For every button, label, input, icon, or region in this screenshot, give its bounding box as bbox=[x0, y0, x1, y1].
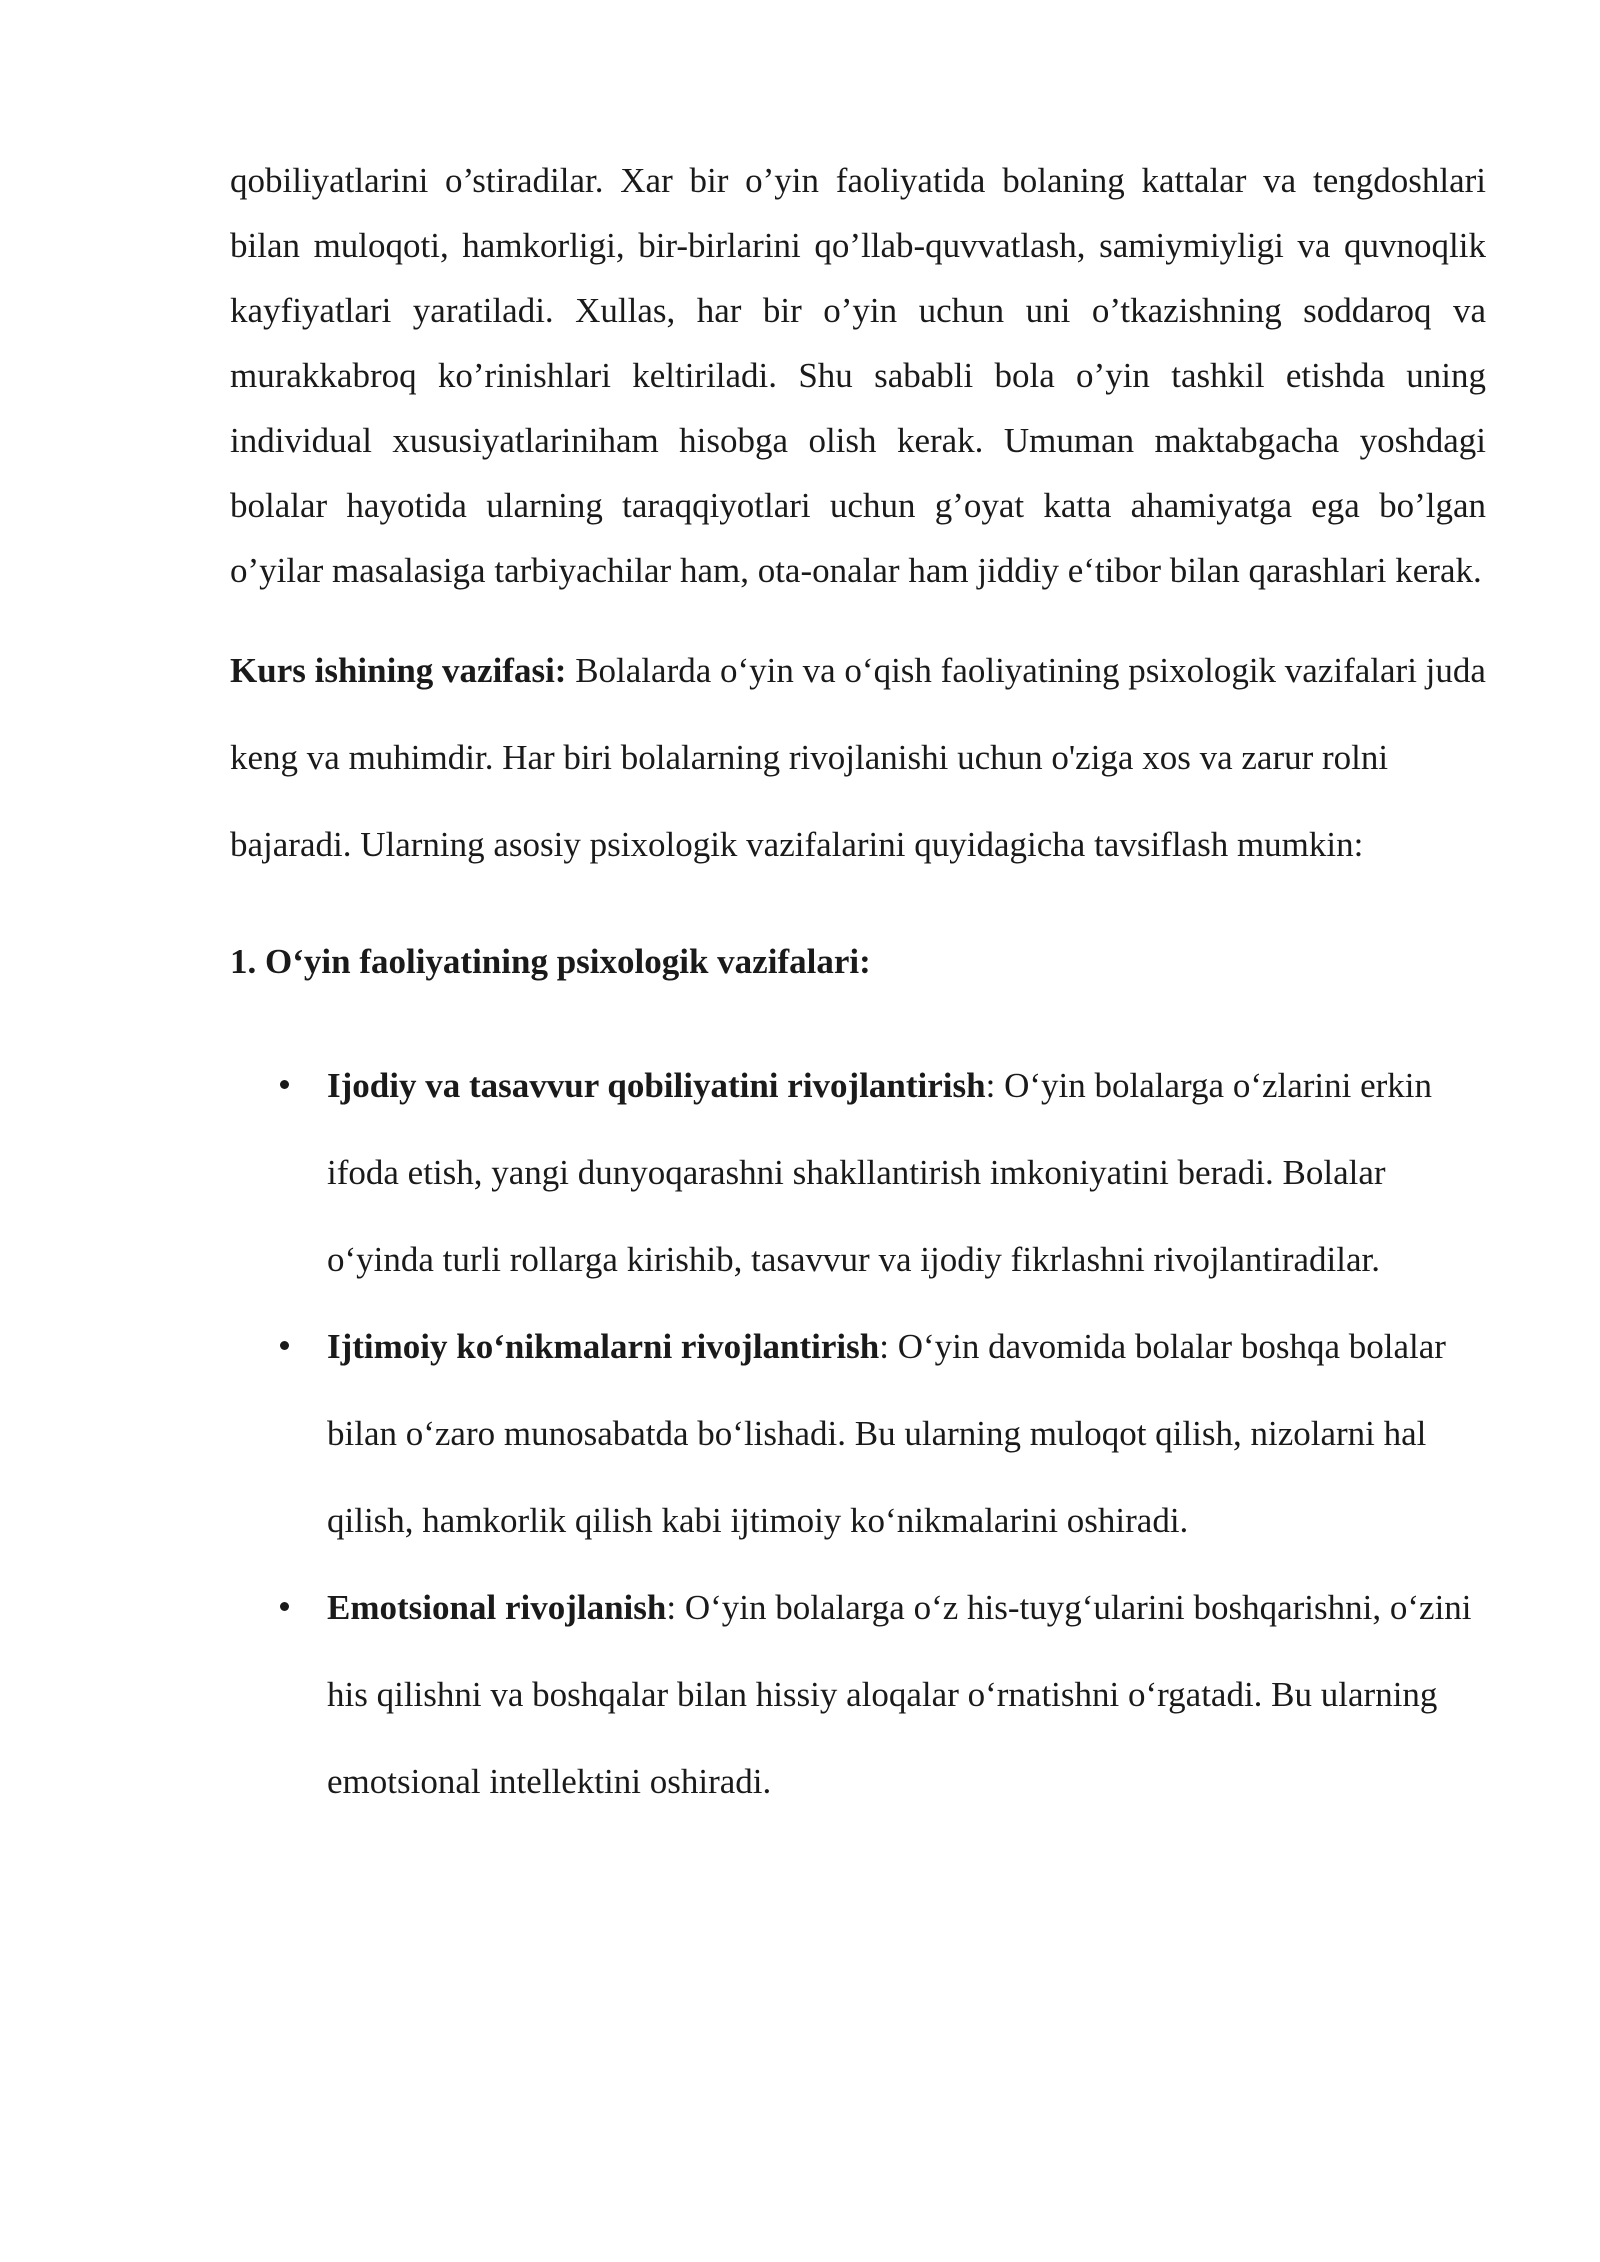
section-heading: 1. O‘yin faoliyatining psixologik vazifalari: bbox=[230, 942, 871, 981]
bullet-term: Ijtimoiy ko‘nikmalarni rivojlantirish bbox=[327, 1327, 880, 1366]
task-paragraph bbox=[230, 627, 1486, 888]
bullet-icon bbox=[280, 1602, 289, 1611]
bullet-text: : O‘yin bolalarga o‘zlarini erkin ifoda etish, yangi dunyoqarashni shakllantirish imkoniyatini beradi. Bolalar o‘yinda turli rollarga kirishib, tasavvur va ijodiy fikrlashni rivojlantiradilar. bbox=[327, 1066, 1433, 1279]
bullet-term: Emotsional rivojlanish bbox=[327, 1588, 667, 1627]
bullet-icon bbox=[280, 1080, 289, 1089]
intro-paragraph: qobiliyatlarini o’stiradilar. Xar bir o’yin faoliyatida bolaning kattalar va tengdoshlari bilan muloqoti, hamkorligi, bir-birlarini qo’llab-quvvatlash, samiymiyligi va quvnoqlik kayfiyatlari yaratiladi. Xullas, har bir o’yin uchun uni o’tkazishning soddaroq va murakkabroq ko’rinishlari keltiriladi. Shu sababli bola o’yin tashkil etishda uning individual xususiyatlariniham hisobga olish kerak. Umuman maktabgacha yoshdagi bolalar hayotida ularning taraqqiyotlari uchun g’oyat katta ahamiyatga ega bo’lgan o’yilar masalasiga tarbiyachilar ham, ota-onalar ham jiddiy e‘tibor bilan qarashlari kerak. bbox=[230, 161, 1486, 590]
document-page bbox=[230, 148, 1486, 1825]
task-text: Bolalarda o‘yin va o‘qish faoliyatining psixologik vazifalari juda keng va muhimdir. Har biri bolalarning rivojlanishi uchun o'ziga xos va zarur rolni bajaradi. Ularning asosiy psixologik vazifalarini quyidagicha tavsiflash mumkin: bbox=[230, 651, 1486, 864]
list-item bbox=[230, 1042, 1486, 1303]
bullet-term: Ijodiy va tasavvur qobiliyatini rivojlantirish bbox=[327, 1066, 986, 1105]
list-item bbox=[230, 1564, 1486, 1825]
task-label: Kurs ishining vazifasi: bbox=[230, 651, 567, 690]
bullet-text: : O‘yin davomida bolalar boshqa bolalar bilan o‘zaro munosabatda bo‘lishadi. Bu ularning muloqot qilish, nizolarni hal qilish, hamkorlik qilish kabi ijtimoiy ko‘nikmalarini oshiradi. bbox=[327, 1327, 1446, 1540]
bullet-list bbox=[230, 1042, 1486, 1825]
list-item bbox=[230, 1303, 1486, 1564]
bullet-text: : O‘yin bolalarga o‘z his-tuyg‘ularini boshqarishni, o‘zini his qilishni va boshqalar bilan hissiy aloqalar o‘rnatishni o‘rgatadi. Bu ularning emotsional intellektini oshiradi. bbox=[327, 1588, 1472, 1801]
bullet-icon bbox=[280, 1341, 289, 1350]
